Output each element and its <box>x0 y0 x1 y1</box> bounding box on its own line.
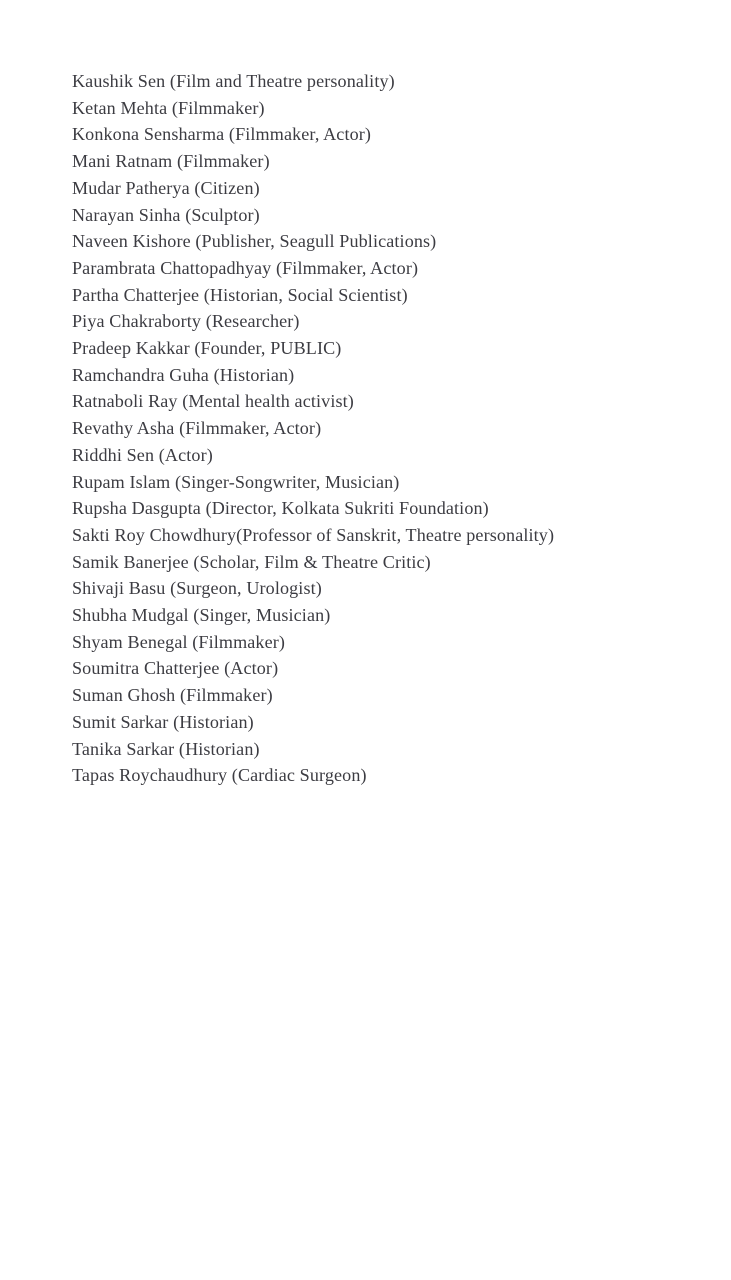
list-item: Ketan Mehta (Filmmaker) <box>72 97 265 118</box>
list-item: Suman Ghosh (Filmmaker) <box>72 685 273 706</box>
list-item: Pradeep Kakkar (Founder, PUBLIC) <box>72 338 342 359</box>
list-item: Ramchandra Guha (Historian) <box>72 364 295 385</box>
list-item: Kaushik Sen (Film and Theatre personality) <box>72 71 395 91</box>
list-item: Parambrata Chattopadhyay (Filmmaker, Actor) <box>72 257 419 278</box>
signatory-list <box>72 68 701 789</box>
list-item: Tapas Roychaudhury (Cardiac Surgeon) <box>72 765 367 786</box>
list-item: Ratnaboli Ray (Mental health activist) <box>72 391 354 412</box>
list-item: Mani Ratnam (Filmmaker) <box>72 151 270 172</box>
list-item: Shubha Mudgal (Singer, Musician) <box>72 605 331 626</box>
list-item: Rupam Islam (Singer-Songwriter, Musician) <box>72 471 400 492</box>
list-item: Sumit Sarkar (Historian) <box>72 711 254 732</box>
list-item: Konkona Sensharma (Filmmaker, Actor) <box>72 124 372 145</box>
list-item: Riddhi Sen (Actor) <box>72 444 213 465</box>
list-item: Naveen Kishore (Publisher, Seagull Publications) <box>72 231 437 252</box>
list-item: Rupsha Dasgupta (Director, Kolkata Sukriti Foundation) <box>72 498 489 519</box>
list-item: Partha Chatterjee (Historian, Social Scientist) <box>72 284 408 305</box>
list-item: Piya Chakraborty (Researcher) <box>72 311 300 332</box>
list-item: Shyam Benegal (Filmmaker) <box>72 631 286 652</box>
list-item: Tanika Sarkar (Historian) <box>72 738 260 759</box>
list-item: Sakti Roy Chowdhury(Professor of Sanskrit, Theatre personality) <box>72 524 555 545</box>
list-item: Soumitra Chatterjee (Actor) <box>72 658 279 679</box>
list-item: Samik Banerjee (Scholar, Film & Theatre Critic) <box>72 551 431 572</box>
list-item: Mudar Patherya (Citizen) <box>72 177 260 198</box>
list-item: Shivaji Basu (Surgeon, Urologist) <box>72 578 322 599</box>
list-item: Narayan Sinha (Sculptor) <box>72 204 260 225</box>
list-item: Revathy Asha (Filmmaker, Actor) <box>72 418 322 439</box>
